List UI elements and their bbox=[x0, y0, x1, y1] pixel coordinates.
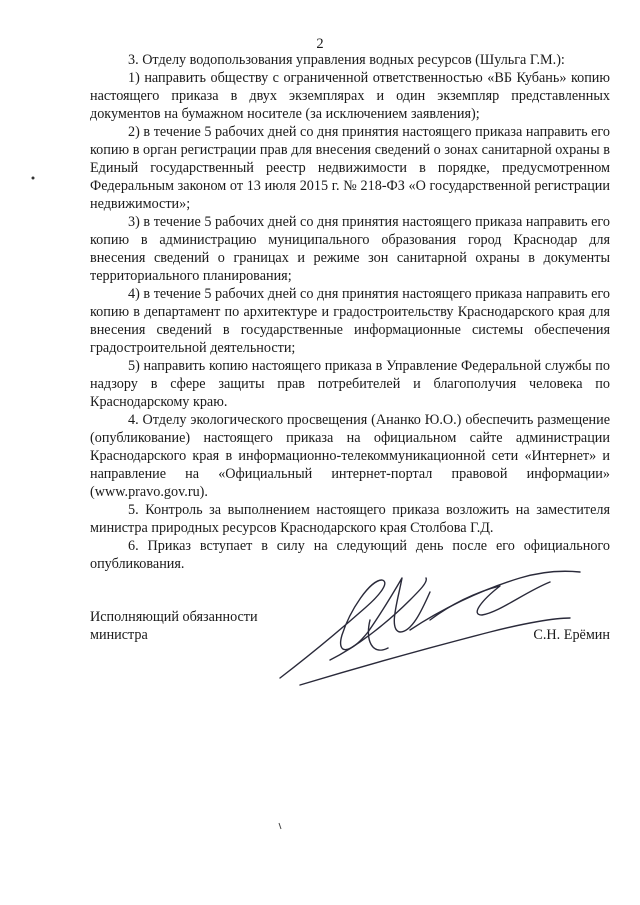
signer-title-line2: министра bbox=[90, 627, 148, 643]
page-number: 2 bbox=[316, 36, 324, 52]
paragraph-4: 4. Отделу экологического просвещения (Ананко Ю.О.) обеспечить размещение (опубликование) настоящего приказа на официальном сайте администрации Краснодарского края в информационно-телекоммуникационной сети «Интернет» и направление на «Официальный интернет-портал правовой информации» (www.pravo.gov.ru). bbox=[90, 412, 610, 500]
paragraph-3-1: 1) направить обществу с ограниченной ответственностью «ВБ Кубань» копию настоящего приказа в двух экземплярах и один экземпляр представленных документов на бумажном носителе (за исключением заявления); bbox=[90, 70, 610, 122]
document-body bbox=[90, 51, 610, 573]
paragraph-6: 6. Приказ вступает в силу на следующий день после его официального опубликования. bbox=[90, 538, 610, 572]
scan-speck bbox=[277, 822, 283, 830]
paragraph-5: 5. Контроль за выполнением настоящего приказа возложить на заместителя министра природных ресурсов Краснодарского края Столбова Г.Д. bbox=[90, 502, 610, 536]
paragraph-3-4: 4) в течение 5 рабочих дней со дня принятия настоящего приказа направить его копию в департамент по архитектуре и градостроительству Краснодарского края для внесения сведений в государственные информационные системы обеспечения градостроительной деятельности; bbox=[90, 286, 610, 356]
paragraph-3-5: 5) направить копию настоящего приказа в Управление Федеральной службы по надзору в сфере защиты прав потребителей и благополучия человека по Краснодарскому краю. bbox=[90, 358, 610, 410]
paragraph-3-3: 3) в течение 5 рабочих дней со дня принятия настоящего приказа направить его копию в администрацию муниципального образования город Краснодар для внесения сведений о границах и режиме зон санитарной охраны в документы территориального планирования; bbox=[90, 214, 610, 284]
scan-speck bbox=[30, 175, 36, 181]
signer-title-line1: Исполняющий обязанности bbox=[90, 609, 258, 625]
paragraph-3-2: 2) в течение 5 рабочих дней со дня принятия настоящего приказа направить его копию в орган регистрации прав для внесения сведений о зонах санитарной охраны в Единый государственный реестр недвижимости в порядке, предусмотренном Федеральным законом от 13 июля 2015 г. № 218-ФЗ «О государственной регистрации недвижимости»; bbox=[90, 124, 610, 212]
paragraph-3: 3. Отделу водопользования управления водных ресурсов (Шульга Г.М.): bbox=[128, 52, 565, 68]
handwritten-signature bbox=[270, 560, 590, 690]
signer-name: С.Н. Ерёмин bbox=[533, 627, 610, 643]
